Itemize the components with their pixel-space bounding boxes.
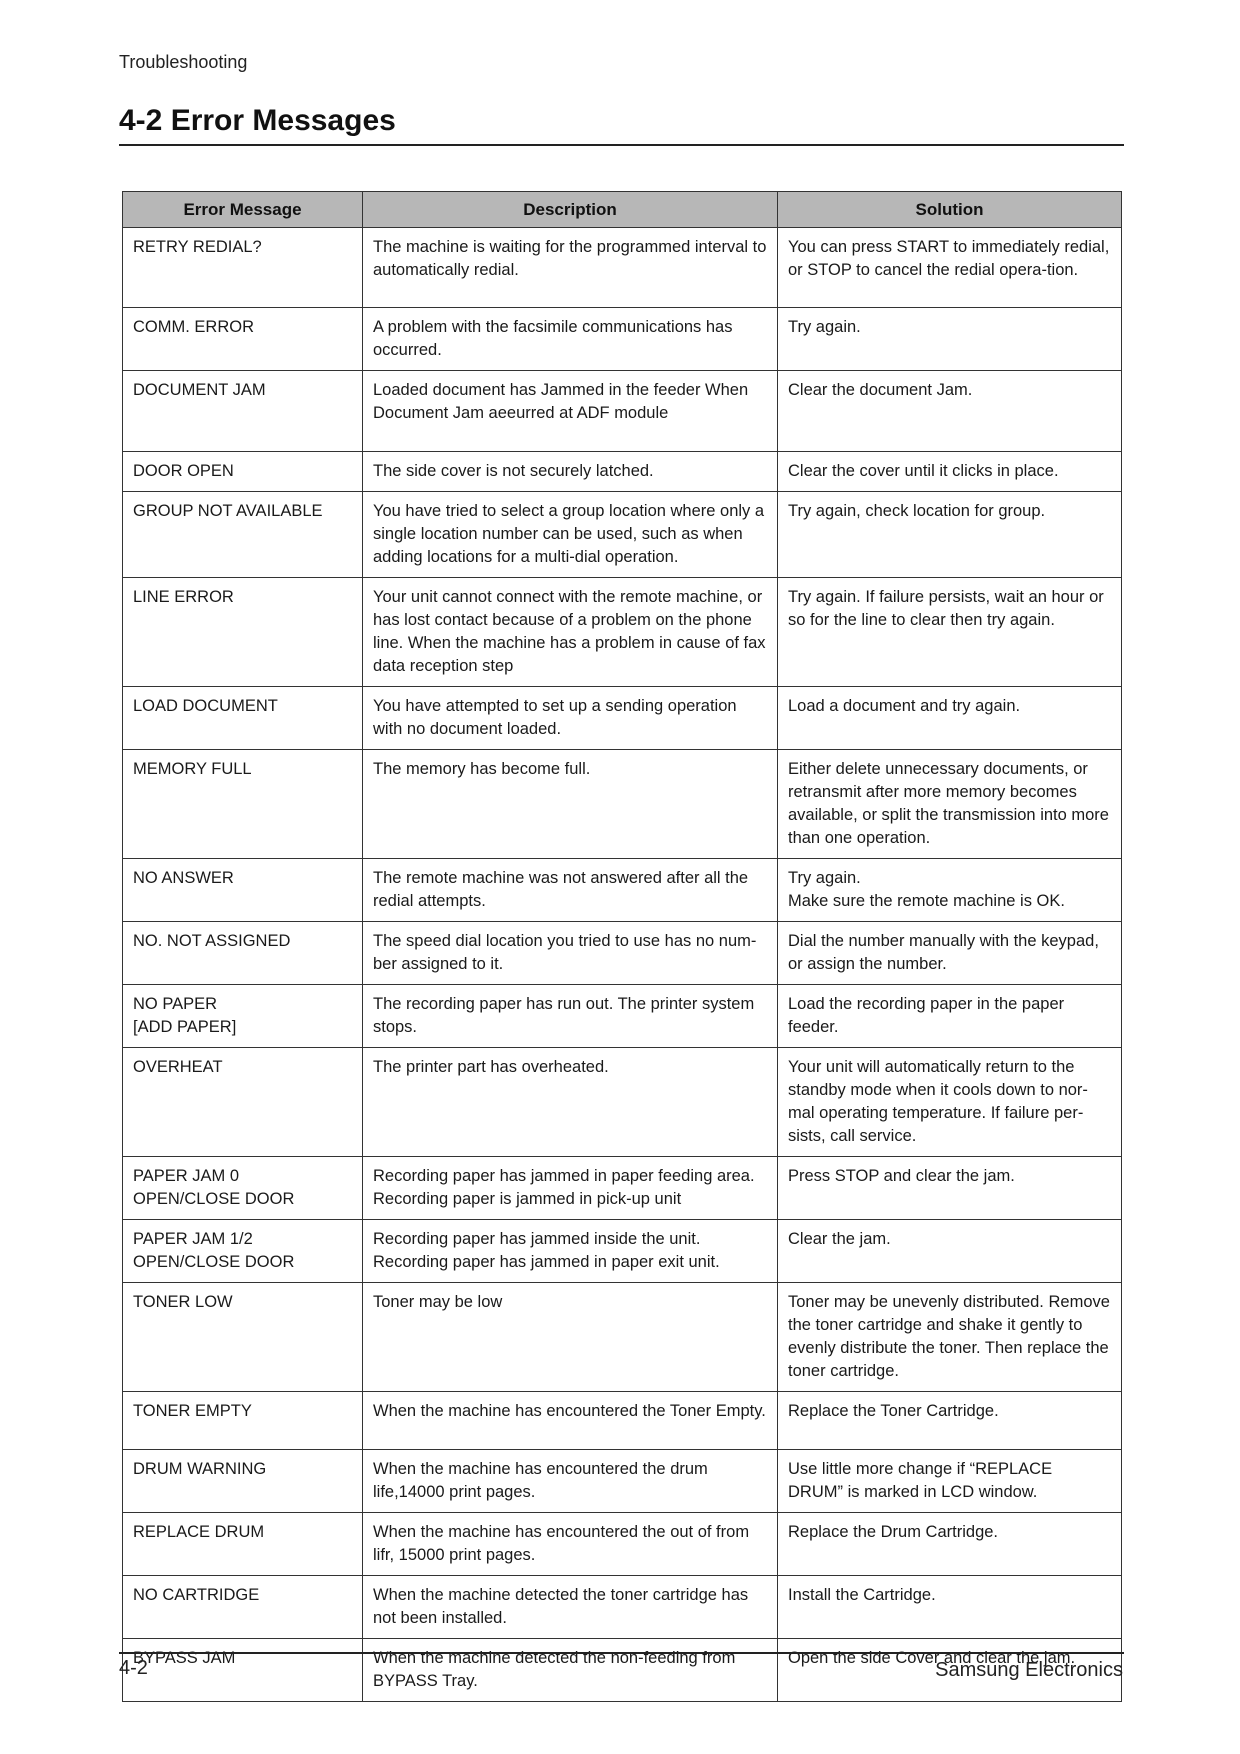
description-cell: Recording paper has jammed inside the unit. Recording paper has jammed in paper exit unit. xyxy=(363,1220,778,1283)
running-head: Troubleshooting xyxy=(119,52,248,72)
title-divider xyxy=(119,144,1124,146)
error-message-cell: TONER LOW xyxy=(123,1283,363,1392)
table-row xyxy=(123,1220,1122,1283)
publisher-name: Samsung Electronics xyxy=(935,1659,1123,1681)
error-message-cell: DOOR OPEN xyxy=(123,452,363,492)
description-cell: The recording paper has run out. The printer system stops. xyxy=(363,985,778,1048)
solution-cell: Dial the number manually with the keypad, or assign the number. xyxy=(778,922,1122,985)
description-cell: The memory has become full. xyxy=(363,750,778,859)
table-row xyxy=(123,985,1122,1048)
column-header-description: Description xyxy=(363,192,778,228)
table-body xyxy=(123,228,1122,1702)
description-cell: Toner may be low xyxy=(363,1283,778,1392)
solution-cell: Try again. xyxy=(778,308,1122,371)
table-row xyxy=(123,687,1122,750)
solution-cell: Press STOP and clear the jam. xyxy=(778,1157,1122,1220)
error-message-cell: NO PAPER [ADD PAPER] xyxy=(123,985,363,1048)
solution-cell: Replace the Toner Cartridge. xyxy=(778,1392,1122,1450)
description-cell: Recording paper has jammed in paper feeding area. Recording paper is jammed in pick-up unit xyxy=(363,1157,778,1220)
table-row xyxy=(123,1450,1122,1513)
solution-cell: Use little more change if “REPLACE DRUM” is marked in LCD window. xyxy=(778,1450,1122,1513)
description-cell: The machine is waiting for the programmed interval to automatically redial. xyxy=(363,228,778,308)
table-row xyxy=(123,452,1122,492)
solution-cell: Install the Cartridge. xyxy=(778,1576,1122,1639)
table-row xyxy=(123,371,1122,452)
error-message-cell: DRUM WARNING xyxy=(123,1450,363,1513)
error-message-cell: PAPER JAM 1/2 OPEN/CLOSE DOOR xyxy=(123,1220,363,1283)
table-row xyxy=(123,1283,1122,1392)
solution-cell: Clear the cover until it clicks in place. xyxy=(778,452,1122,492)
solution-cell: Load a document and try again. xyxy=(778,687,1122,750)
error-message-cell: GROUP NOT AVAILABLE xyxy=(123,492,363,578)
description-cell: The remote machine was not answered after all the redial attempts. xyxy=(363,859,778,922)
description-cell: The speed dial location you tried to use has no num-ber assigned to it. xyxy=(363,922,778,985)
error-message-cell: PAPER JAM 0 OPEN/CLOSE DOOR xyxy=(123,1157,363,1220)
solution-cell: Try again. Make sure the remote machine is OK. xyxy=(778,859,1122,922)
error-message-cell: TONER EMPTY xyxy=(123,1392,363,1450)
solution-cell: Open the side Cover and clear the jam. xyxy=(778,1639,1122,1702)
error-message-cell: NO ANSWER xyxy=(123,859,363,922)
table-row xyxy=(123,1157,1122,1220)
solution-cell: Clear the document Jam. xyxy=(778,371,1122,452)
solution-cell: Load the recording paper in the paper feeder. xyxy=(778,985,1122,1048)
table-row xyxy=(123,578,1122,687)
table-row xyxy=(123,750,1122,859)
column-header-solution: Solution xyxy=(778,192,1122,228)
solution-cell: Clear the jam. xyxy=(778,1220,1122,1283)
table-row xyxy=(123,228,1122,308)
error-message-cell: COMM. ERROR xyxy=(123,308,363,371)
solution-cell: Your unit will automatically return to the standby mode when it cools down to nor-mal operating temperature. If failure per-sists, call service. xyxy=(778,1048,1122,1157)
description-cell: A problem with the facsimile communications has occurred. xyxy=(363,308,778,371)
footer-divider xyxy=(119,1652,1124,1654)
table-row xyxy=(123,922,1122,985)
table-row xyxy=(123,308,1122,371)
description-cell: The side cover is not securely latched. xyxy=(363,452,778,492)
error-message-cell: NO CARTRIDGE xyxy=(123,1576,363,1639)
column-header-error-message: Error Message xyxy=(123,192,363,228)
description-cell: When the machine detected the non-feeding from BYPASS Tray. xyxy=(363,1639,778,1702)
solution-cell: Try again, check location for group. xyxy=(778,492,1122,578)
description-cell: When the machine has encountered the out of from lifr, 15000 print pages. xyxy=(363,1513,778,1576)
table-row xyxy=(123,1513,1122,1576)
solution-cell: You can press START to immediately redial, or STOP to cancel the redial opera-tion. xyxy=(778,228,1122,308)
table-row xyxy=(123,1048,1122,1157)
page-title: 4-2 Error Messages xyxy=(119,104,396,137)
error-message-cell: MEMORY FULL xyxy=(123,750,363,859)
solution-cell: Either delete unnecessary documents, or retransmit after more memory becomes available, or split the transmission into more than one operation. xyxy=(778,750,1122,859)
error-message-cell: NO. NOT ASSIGNED xyxy=(123,922,363,985)
error-message-cell: DOCUMENT JAM xyxy=(123,371,363,452)
description-cell: You have tried to select a group location where only a single location number can be used, such as when adding locations for a multi-dial operation. xyxy=(363,492,778,578)
description-cell: Loaded document has Jammed in the feeder When Document Jam aeeurred at ADF module xyxy=(363,371,778,452)
table-row xyxy=(123,1576,1122,1639)
description-cell: When the machine detected the toner cartridge has not been installed. xyxy=(363,1576,778,1639)
error-message-cell: LINE ERROR xyxy=(123,578,363,687)
description-cell: When the machine has encountered the Toner Empty. xyxy=(363,1392,778,1450)
description-cell: Your unit cannot connect with the remote machine, or has lost contact because of a problem on the phone line. When the machine has a problem in cause of fax data reception step xyxy=(363,578,778,687)
description-cell: When the machine has encountered the drum life,14000 print pages. xyxy=(363,1450,778,1513)
error-message-cell: RETRY REDIAL? xyxy=(123,228,363,308)
error-message-cell: BYPASS JAM xyxy=(123,1639,363,1702)
description-cell: You have attempted to set up a sending operation with no document loaded. xyxy=(363,687,778,750)
table-row xyxy=(123,1392,1122,1450)
solution-cell: Replace the Drum Cartridge. xyxy=(778,1513,1122,1576)
page-number: 4-2 xyxy=(119,1657,148,1679)
solution-cell: Toner may be unevenly distributed. Remove the toner cartridge and shake it gently to evenly distribute the toner. Then replace the toner cartridge. xyxy=(778,1283,1122,1392)
error-message-cell: REPLACE DRUM xyxy=(123,1513,363,1576)
error-messages-table xyxy=(122,191,1122,1702)
description-cell: The printer part has overheated. xyxy=(363,1048,778,1157)
solution-cell: Try again. If failure persists, wait an hour or so for the line to clear then try again. xyxy=(778,578,1122,687)
table-row xyxy=(123,492,1122,578)
error-message-cell: OVERHEAT xyxy=(123,1048,363,1157)
table-row xyxy=(123,859,1122,922)
table-header-row xyxy=(123,192,1122,228)
error-message-cell: LOAD DOCUMENT xyxy=(123,687,363,750)
